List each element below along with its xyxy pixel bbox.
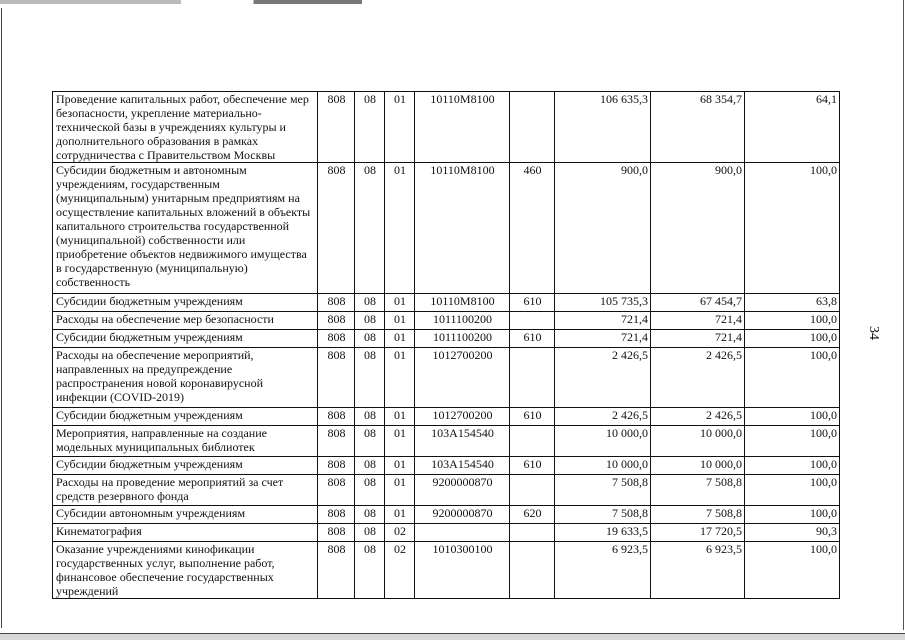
cell-name: Субсидии автономным учреждениям [53, 506, 318, 524]
cell-subsection-code: 01 [385, 408, 415, 426]
table-row [53, 542, 840, 599]
cell-percent: 100,0 [745, 506, 840, 524]
cell-section-code: 08 [355, 294, 385, 312]
cell-target-article: 1011100200 [415, 330, 510, 348]
cell-name: Субсидии бюджетным учреждениям [53, 457, 318, 475]
table-row [53, 294, 840, 312]
cell-section-code: 08 [355, 408, 385, 426]
cell-name: Мероприятия, направленные на создание модельных муниципальных библиотек [53, 426, 318, 457]
cell-name: Субсидии бюджетным учреждениям [53, 294, 318, 312]
cell-target-article: 9200000870 [415, 506, 510, 524]
cell-subsection-code: 01 [385, 294, 415, 312]
cell-plan-amount: 7 508,8 [555, 475, 651, 506]
cell-percent: 64,1 [745, 92, 840, 163]
cell-expense-type: 620 [510, 506, 555, 524]
cell-plan-amount: 10 000,0 [555, 457, 651, 475]
cell-plan-amount: 2 426,5 [555, 348, 651, 408]
cell-expense-type [510, 475, 555, 506]
cell-expense-type: 610 [510, 408, 555, 426]
table-row [53, 92, 840, 163]
cell-plan-amount: 106 635,3 [555, 92, 651, 163]
cell-target-article: 10110М8100 [415, 163, 510, 294]
cell-section-code: 08 [355, 524, 385, 542]
cell-actual-amount: 7 508,8 [651, 506, 745, 524]
cell-actual-amount: 2 426,5 [651, 408, 745, 426]
scan-edge-top [0, 0, 905, 4]
table-row [53, 348, 840, 408]
table-row [53, 475, 840, 506]
cell-expense-type: 610 [510, 457, 555, 475]
cell-percent: 90,3 [745, 524, 840, 542]
cell-name: Субсидии бюджетным учреждениям [53, 408, 318, 426]
cell-actual-amount: 2 426,5 [651, 348, 745, 408]
cell-expense-type: 610 [510, 294, 555, 312]
cell-target-article: 10110М8100 [415, 294, 510, 312]
cell-section-code: 08 [355, 457, 385, 475]
table-row [53, 506, 840, 524]
cell-subsection-code: 01 [385, 457, 415, 475]
cell-percent: 100,0 [745, 312, 840, 330]
cell-section-code: 08 [355, 475, 385, 506]
cell-name: Субсидии бюджетным учреждениям [53, 330, 318, 348]
cell-name: Расходы на проведение мероприятий за счет средств резервного фонда [53, 475, 318, 506]
cell-subsection-code: 01 [385, 312, 415, 330]
cell-subsection-code: 01 [385, 330, 415, 348]
page-number: 34 [866, 326, 881, 340]
cell-ministry-code: 808 [318, 163, 355, 294]
cell-ministry-code: 808 [318, 92, 355, 163]
cell-percent: 100,0 [745, 408, 840, 426]
cell-subsection-code: 01 [385, 475, 415, 506]
scan-edge-bottom [0, 634, 905, 640]
table-row [53, 457, 840, 475]
cell-subsection-code: 01 [385, 348, 415, 408]
cell-target-article: 103А154540 [415, 457, 510, 475]
cell-actual-amount: 6 923,5 [651, 542, 745, 599]
cell-expense-type: 460 [510, 163, 555, 294]
table-row [53, 408, 840, 426]
cell-plan-amount: 105 735,3 [555, 294, 651, 312]
cell-expense-type [510, 348, 555, 408]
table-row [53, 524, 840, 542]
table-row [53, 330, 840, 348]
cell-plan-amount: 7 508,8 [555, 506, 651, 524]
cell-percent: 100,0 [745, 163, 840, 294]
cell-section-code: 08 [355, 312, 385, 330]
cell-subsection-code: 01 [385, 426, 415, 457]
cell-plan-amount: 19 633,5 [555, 524, 651, 542]
cell-actual-amount: 900,0 [651, 163, 745, 294]
cell-ministry-code: 808 [318, 348, 355, 408]
cell-subsection-code: 02 [385, 524, 415, 542]
cell-ministry-code: 808 [318, 475, 355, 506]
cell-section-code: 08 [355, 163, 385, 294]
table-row [53, 312, 840, 330]
cell-percent: 100,0 [745, 475, 840, 506]
cell-target-article: 1011100200 [415, 312, 510, 330]
cell-section-code: 08 [355, 506, 385, 524]
cell-plan-amount: 900,0 [555, 163, 651, 294]
cell-actual-amount: 68 354,7 [651, 92, 745, 163]
cell-ministry-code: 808 [318, 294, 355, 312]
cell-ministry-code: 808 [318, 312, 355, 330]
cell-expense-type: 610 [510, 330, 555, 348]
scan-edge-left [1, 8, 2, 628]
cell-section-code: 08 [355, 348, 385, 408]
cell-plan-amount: 721,4 [555, 312, 651, 330]
cell-percent: 100,0 [745, 330, 840, 348]
cell-section-code: 08 [355, 426, 385, 457]
cell-actual-amount: 10 000,0 [651, 426, 745, 457]
cell-name: Кинематография [53, 524, 318, 542]
cell-target-article: 1012700200 [415, 348, 510, 408]
cell-subsection-code: 01 [385, 92, 415, 163]
cell-subsection-code: 02 [385, 542, 415, 599]
cell-target-article: 9200000870 [415, 475, 510, 506]
budget-table [52, 91, 840, 599]
cell-ministry-code: 808 [318, 524, 355, 542]
cell-section-code: 08 [355, 92, 385, 163]
cell-ministry-code: 808 [318, 408, 355, 426]
budget-table-body [53, 92, 840, 599]
scan-edge-right [903, 0, 904, 630]
cell-plan-amount: 6 923,5 [555, 542, 651, 599]
cell-expense-type [510, 542, 555, 599]
cell-target-article: 10110М8100 [415, 92, 510, 163]
cell-ministry-code: 808 [318, 457, 355, 475]
cell-percent: 100,0 [745, 542, 840, 599]
cell-subsection-code: 01 [385, 506, 415, 524]
cell-target-article: 1010300100 [415, 542, 510, 599]
cell-target-article [415, 524, 510, 542]
table-row [53, 426, 840, 457]
cell-name: Расходы на обеспечение мер безопасности [53, 312, 318, 330]
cell-actual-amount: 7 508,8 [651, 475, 745, 506]
cell-section-code: 08 [355, 330, 385, 348]
cell-actual-amount: 721,4 [651, 312, 745, 330]
cell-expense-type [510, 312, 555, 330]
cell-percent: 100,0 [745, 457, 840, 475]
cell-percent: 100,0 [745, 426, 840, 457]
cell-plan-amount: 10 000,0 [555, 426, 651, 457]
table-row [53, 163, 840, 294]
cell-expense-type [510, 426, 555, 457]
cell-actual-amount: 10 000,0 [651, 457, 745, 475]
cell-name: Субсидии бюджетным и автономным учреждениям, государственным (муниципальным) унитарным предприятиям на осуществление капитальных вложений в объекты капитального строительства государственной (муниципальной) собственности или приобретение объектов недвижимого имущества в государственную (муниципальную) собственность [53, 163, 318, 294]
cell-actual-amount: 721,4 [651, 330, 745, 348]
cell-name: Расходы на обеспечение мероприятий, направленных на предупреждение распространения новой коронавирусной инфекции (COVID-2019) [53, 348, 318, 408]
cell-ministry-code: 808 [318, 330, 355, 348]
cell-name: Проведение капитальных работ, обеспечение мер безопасности, укрепление материально-технической базы в учреждениях культуры и дополнительного образования в рамках сотрудничества с Правительством Москвы [53, 92, 318, 163]
cell-target-article: 103А154540 [415, 426, 510, 457]
cell-actual-amount: 67 454,7 [651, 294, 745, 312]
cell-section-code: 08 [355, 542, 385, 599]
cell-expense-type [510, 92, 555, 163]
cell-plan-amount: 721,4 [555, 330, 651, 348]
cell-name: Оказание учреждениями кинофикации государственных услуг, выполнение работ, финансовое обеспечение государственных учреждений [53, 542, 318, 599]
cell-percent: 100,0 [745, 348, 840, 408]
cell-ministry-code: 808 [318, 426, 355, 457]
cell-expense-type [510, 524, 555, 542]
cell-subsection-code: 01 [385, 163, 415, 294]
cell-ministry-code: 808 [318, 506, 355, 524]
cell-percent: 63,8 [745, 294, 840, 312]
cell-plan-amount: 2 426,5 [555, 408, 651, 426]
cell-target-article: 1012700200 [415, 408, 510, 426]
cell-ministry-code: 808 [318, 542, 355, 599]
cell-actual-amount: 17 720,5 [651, 524, 745, 542]
